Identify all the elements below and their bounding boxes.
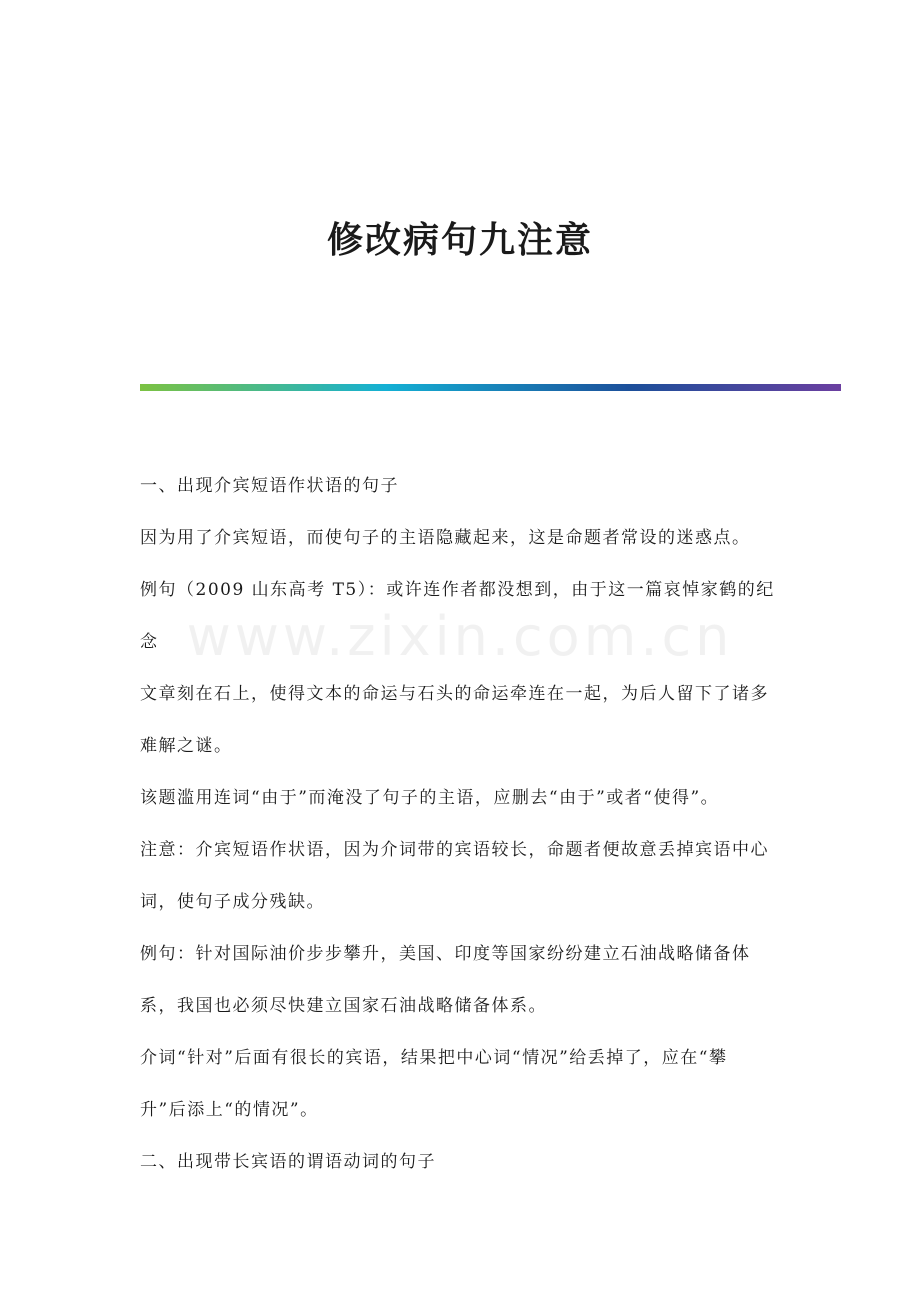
paragraph-line: 难解之谜。 <box>140 736 233 756</box>
paragraph-line: 系，我国也必须尽快建立国家石油战略储备体系。 <box>140 996 547 1016</box>
paragraph-line: 文章刻在石上，使得文本的命运与石头的命运牵连在一起，为后人留下了诸多 <box>140 684 769 704</box>
paragraph-line: 例句（2009 山东高考 T5）：或许连作者都没想到，由于这一篇哀悼家鹤的纪念 <box>140 580 775 652</box>
paragraph-line: 升”后添上“的情况”。 <box>140 1100 319 1120</box>
paragraph-line: 词，使句子成分残缺。 <box>140 892 325 912</box>
paragraph-line: 介词“针对”后面有很长的宾语，结果把中心词“情况”给丢掉了，应在“攀 <box>140 1048 728 1068</box>
title-divider <box>140 384 841 391</box>
paragraph-line: 注意：介宾短语作状语，因为介词带的宾语较长，命题者便故意丢掉宾语中心 <box>140 840 769 860</box>
section-heading-1: 一、出现介宾短语作状语的句子 <box>140 476 399 496</box>
watermark-text: www.zixin.com.cn <box>186 605 734 668</box>
section-heading-2: 二、出现带长宾语的谓语动词的句子 <box>140 1152 436 1172</box>
document-title: 修改病句九注意 <box>326 219 593 261</box>
paragraph-line: 该题滥用连词“由于”而淹没了句子的主语，应删去“由于”或者“使得”。 <box>140 788 720 808</box>
paragraph-line: 例句：针对国际油价步步攀升，美国、印度等国家纷纷建立石油战略储备体 <box>140 944 751 964</box>
paragraph-line: 因为用了介宾短语，而使句子的主语隐藏起来，这是命题者常设的迷惑点。 <box>140 528 751 548</box>
document-body <box>140 460 790 1188</box>
